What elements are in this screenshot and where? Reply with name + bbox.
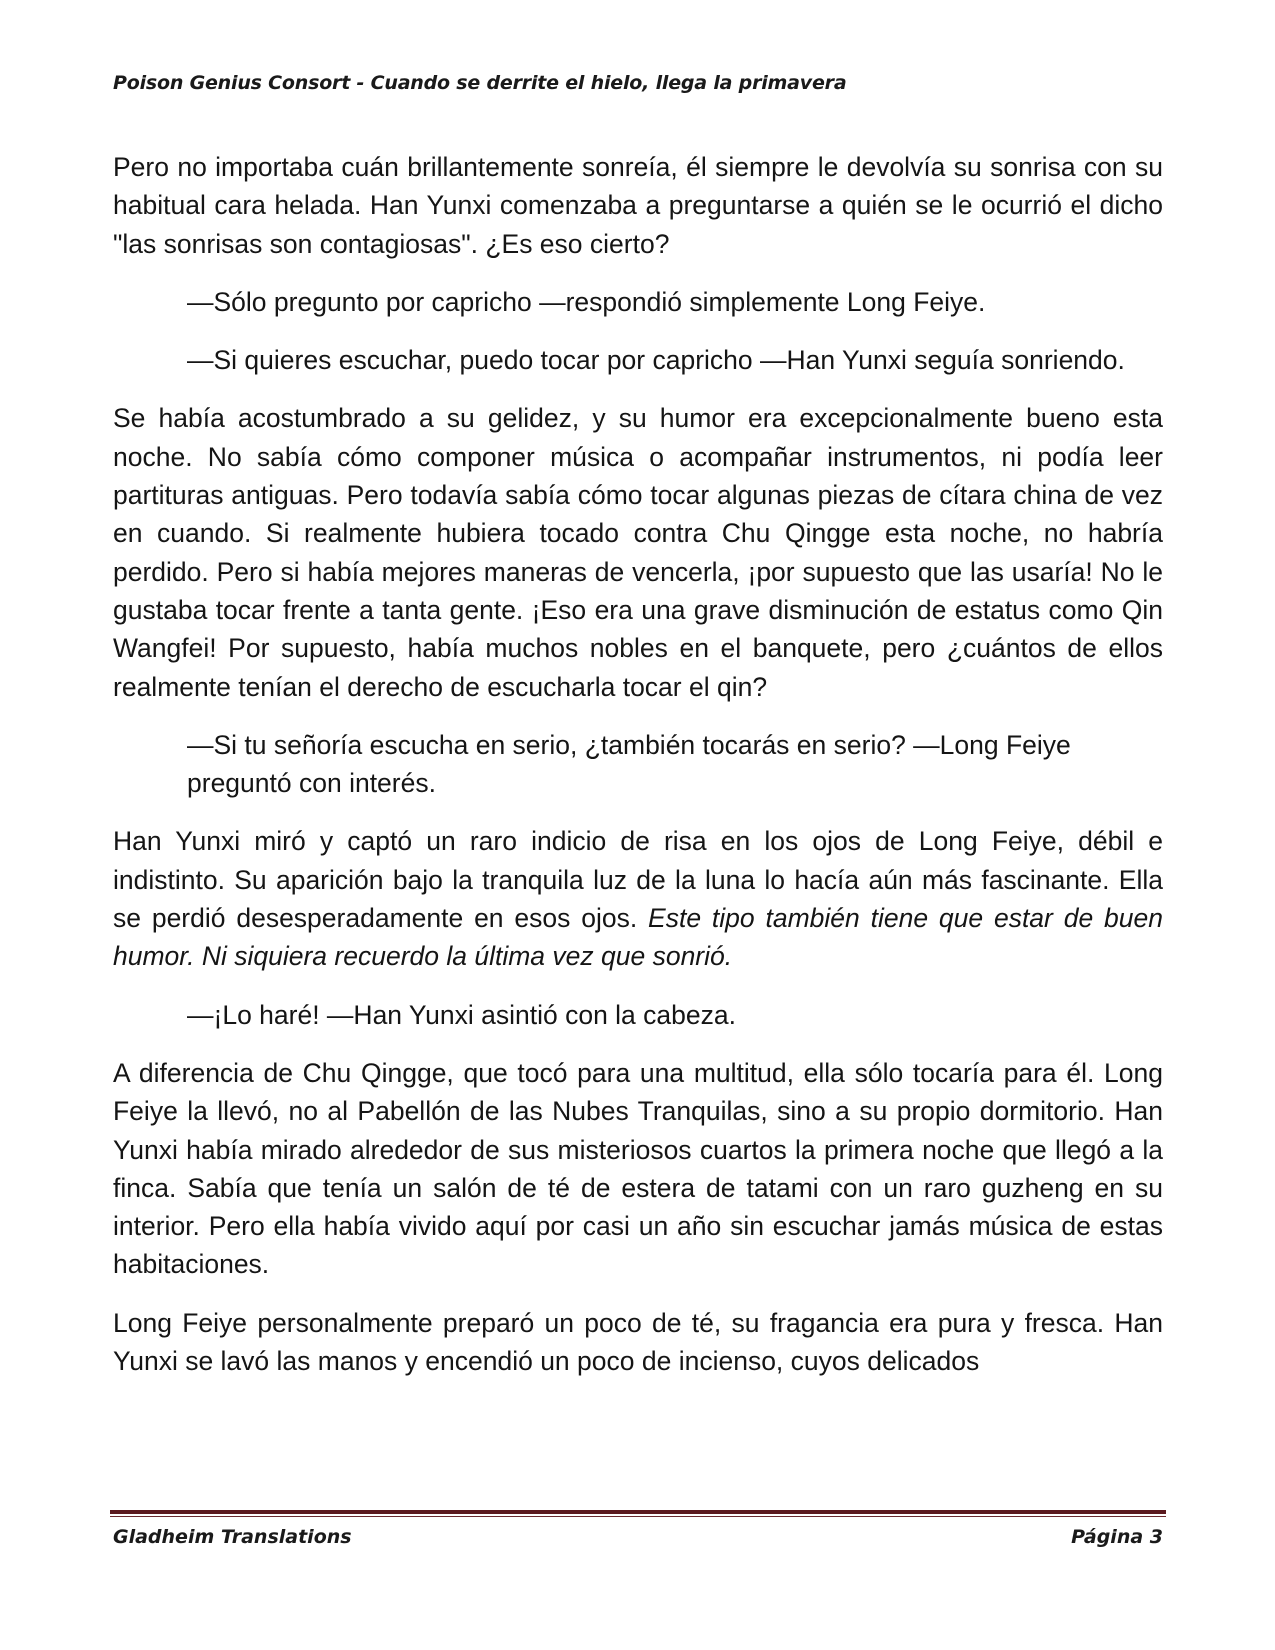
page-body <box>113 148 1163 1400</box>
running-footer <box>113 1526 1163 1548</box>
paragraph: Se había acostumbrado a su gelidez, y su humor era excepcionalmente bueno esta noche. No sabía cómo componer música o acompañar instrumentos, ni podía leer partituras antiguas. Pero todavía sabía cómo tocar algunas piezas de cítara china de vez en cuando. Si realmente hubiera tocado contra Chu Qingge esta noche, no habría perdido. Pero si había mejores maneras de vencerla, ¡por supuesto que las usaría! No le gustaba tocar frente a tanta gente. ¡Eso era una grave disminución de estatus como Qin Wangfei! Por supuesto, había muchos nobles en el banquete, pero ¿cuántos de ellos realmente tenían el derecho de escucharla tocar el qin? <box>113 403 1163 702</box>
italic-thought: Este tipo también tiene que estar de buen humor. Ni siquiera recuerdo la última vez que sonrió. <box>113 903 1163 972</box>
header-title: Poison Genius Consort - Cuando se derrite el hielo, llega la primavera <box>113 72 847 94</box>
footer-publisher: Gladheim Translations <box>113 1526 352 1548</box>
dialogue-paragraph: —Si tu señoría escucha en serio, ¿también tocarás en serio? —Long Feiye preguntó con interés. <box>187 729 1071 799</box>
running-header <box>113 72 1163 94</box>
paragraph: A diferencia de Chu Qingge, que tocó para una multitud, ella sólo tocaría para él. Long Feiye la llevó, no al Pabellón de las Nubes Tranquilas, sino a su propio dormitorio. Han Yunxi había mirado alrededor de sus misteriosos cuartos la primera noche que llegó a la finca. Sabía que tenía un salón de té de estera de tatami con un raro guzheng en su interior. Pero ella había vivido aquí por casi un año sin escuchar jamás música de estas habitaciones. <box>113 1057 1163 1280</box>
paragraph: Pero no importaba cuán brillantemente sonreía, él siempre le devolvía su sonrisa con su habitual cara helada. Han Yunxi comenzaba a preguntarse a quién se le ocurrió el dicho "las sonrisas son contagiosas". ¿Es eso cierto? <box>113 152 1163 259</box>
paragraph <box>113 822 1163 975</box>
dialogue-paragraph: —¡Lo haré! —Han Yunxi asintió con la cabeza. <box>187 999 736 1030</box>
paragraph-text: Han Yunxi miró y captó un raro indicio de risa en los ojos de Long Feiye, débil e indistinto. Su aparición bajo la tranquila luz de la luna lo hacía aún más fascinante. Ella se perdió desesperadamente en esos ojos. <box>113 826 1163 934</box>
footer-divider <box>110 1510 1166 1517</box>
dialogue-paragraph: —Si quieres escuchar, puedo tocar por capricho —Han Yunxi seguía sonriendo. <box>187 345 1125 376</box>
paragraph: Long Feiye personalmente preparó un poco de té, su fragancia era pura y fresca. Han Yunxi se lavó las manos y encendió un poco de incienso, cuyos delicados <box>113 1307 1163 1377</box>
dialogue-paragraph: —Sólo pregunto por capricho —respondió simplemente Long Feiye. <box>187 286 986 317</box>
page-number: Página 3 <box>1071 1526 1163 1548</box>
